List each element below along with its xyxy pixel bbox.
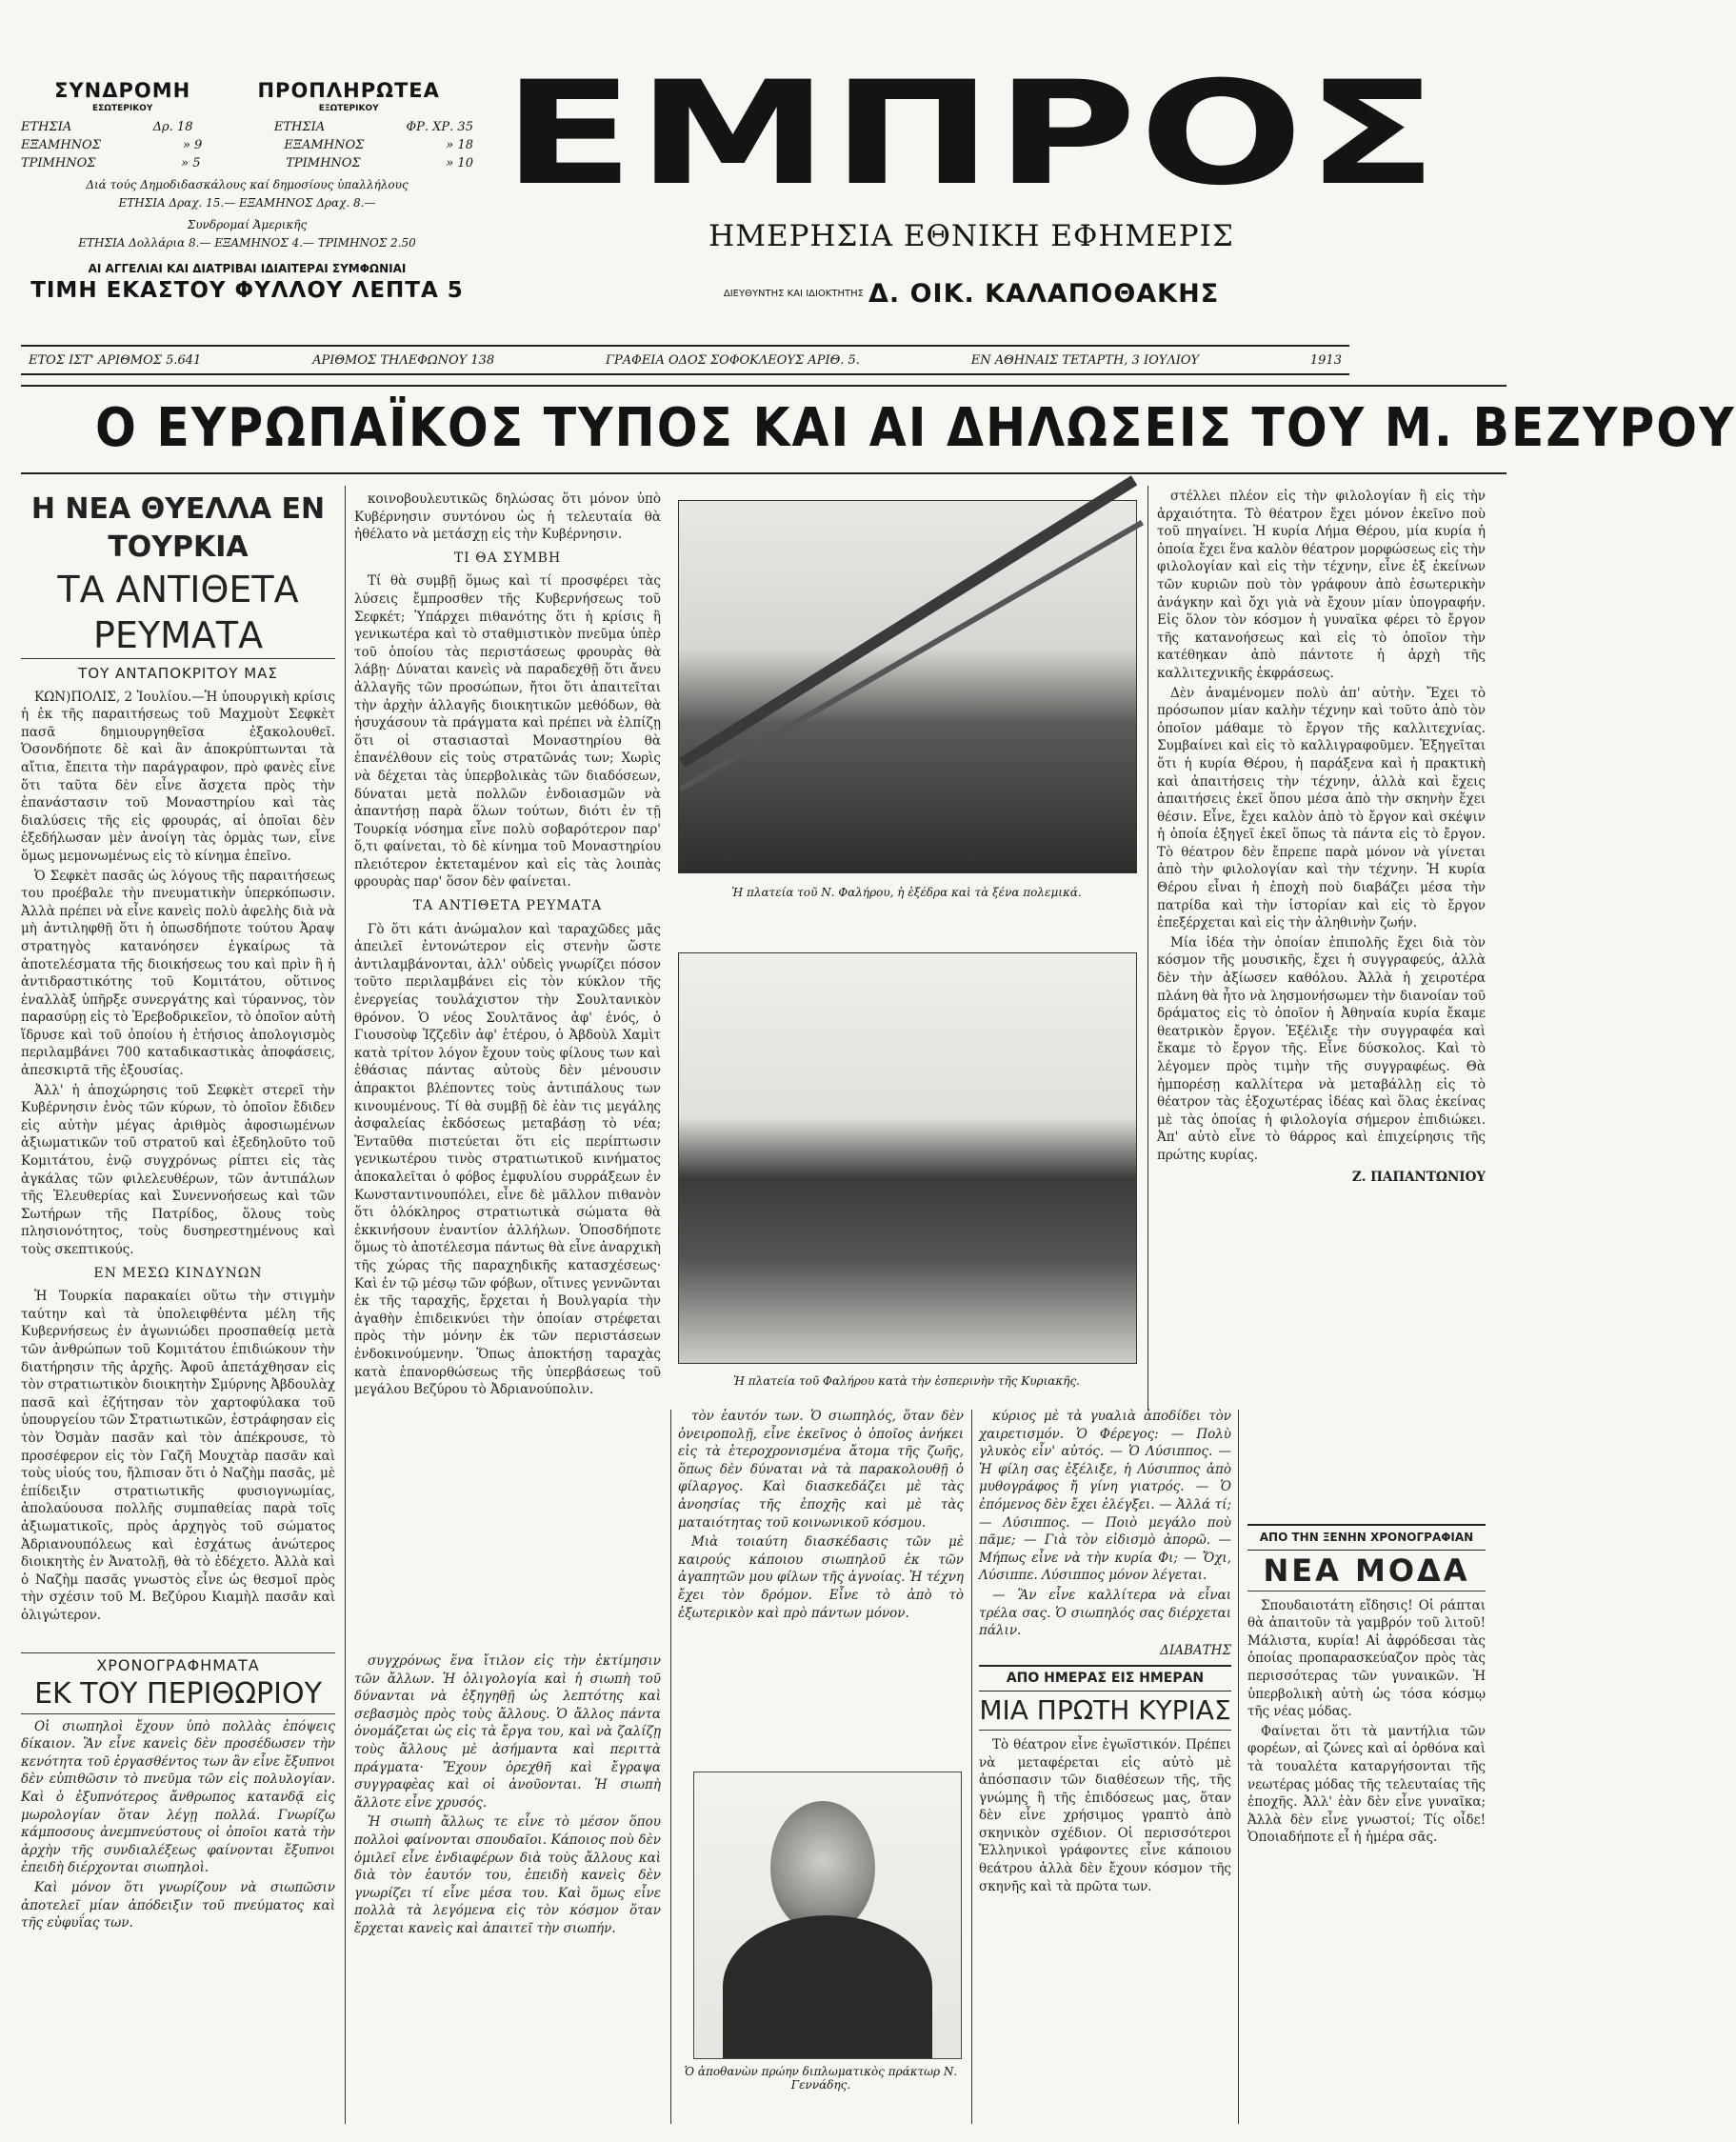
turkey-title: ΤΑ ΑΝΤΙΘΕΤΑ ΡΕΥΜΑΤΑ — [21, 567, 335, 659]
america-label: Συνδρομαί Ἀμερικῆς — [187, 218, 308, 231]
subscription-title: ΣΥΝΔΡΟΜΗ ΕΣΩΤΕΡΙΚΟΥ — [54, 79, 191, 113]
dayday-label: ΑΠΟ ΗΜΕΡΑΣ ΕΙΣ ΗΜΕΡΑΝ — [979, 1665, 1231, 1692]
subscription-row — [21, 118, 473, 136]
issue-year: 1913 — [1309, 352, 1342, 368]
subscription-cell: » 10 — [446, 156, 473, 170]
portrait-body — [723, 1915, 932, 2058]
photo2-caption: Ἡ πλατεία τοῦ Φαλήρου κατὰ τὴν ἑσπερινὴν τῆς Κυριακῆς. — [733, 1374, 1080, 1388]
dayday-p1: Τὸ θέατρον εἶνε ἐγωϊστικόν. Πρέπει νὰ μεταφέρεται εἰς αὐτὸ μὲ ἀπόσπασιν τῶν διαθέσεων τῆς, τῆς γνώμης ἢ τῆς ἐπιδόσεως μας, ὅταν δὲν εἶνε χρήσιμος γραπτὸ ἀπὸ σκηνικὸν σχέδιον. Οἱ περισσότεροι Ἑλληνικοὶ γράφοντες εἶνε κάποιου θεάτρου ἀλλὰ δὲν ἔχουν κόσμον τῆς σκηνῆς καὶ τὰ πρῶτα των. — [979, 1736, 1231, 1894]
center1-p2: Τί θὰ συμβῇ ὅμως καὶ τί προσφέρει τὰς λύσεις ἔμπροσθεν τῆς Κυβερνήσεως τοῦ Σεφκέτ; Ὑπάρχει πιθανότης ὅτι ἡ κρίσις ἢ γενικωτέρα καὶ τὸ σταθμιστικὸν πνεῦμα ὑπὲρ τοῦ ὁποίου τὰς περιστάσεως φρουρὰς θὰ λάβῃ· Δύναται κανεὶς νὰ παραδεχθῇ ὅτι ἄνευ ἀλλαγῆς τῶν προσώπων, ἤτοι ὅτι ἀπαιτεῖται τὴν ἀρχὴν ἀλλαγῆς διοικητικῶν μεθόδων, θὰ ἡσυχάσουν τὰ πράγματα καὶ πρέπει νὰ ἐλπίζῃ ὅτι οἱ στασιασταὶ Μοναστηρίου θὰ ἐπανέλθουν εἰς τοὺς στρατῶνάς των; Χωρὶς νὰ δέχεται τὰς ὑπερβολικὰς τῶν διαδόσεων, δύναται μετὰ πολλῶν ἐνδοιασμῶν νὰ ἀπαντήσῃ παρὰ ὅλων τούτων, διότι ἐν τῇ Τουρκίᾳ νόσημα εἶνε πολὺ σοβαρότερον παρ' ὅ,τι φαίνεται, τὸ δὲ κίνημα τοῦ Μοναστηρίου πλειότερον ἐκτεταμένον καὶ εἰς τὰς λοιπὰς φρουρὰς παρ' ὅσον δὲν φαίνεται. — [354, 573, 661, 891]
teachers-row: ΕΤΗΣΙΑ Δραχ. 15.— ΕΞΑΜΗΝΟΣ Δραχ. 8.— — [118, 196, 376, 210]
turkey-p4: Ἡ Τουρκία παρακαίει οὕτω τὴν στιγμὴν ταύτην καὶ τὰ ὑπολειφθέντα μέλη τῆς Κυβερνήσεως ἐν ἀγωνιώδει προσπαθείᾳ μετὰ τῶν ἀνθρώπων τοῦ Κομιτάτου ἐπιδιώκουν τὴν διατήρησιν τῆς ἀρχῆς. Ἀφοῦ ἀπετάχθησαν εἰς τὸν στρατιωτικὸν διοικητὴν Σμύρνης Ἀβδουλὰχ πασᾶ καὶ ἐζήτησαν τὸν χαρτοφύλακα τοῦ ὑπουργείου τῶν Στρατιωτικῶν, ἐστράφησαν εἰς τὸν Ὀσμὰν πασᾶν καὶ τὸν ἀπέκρουσε, τὸ προσέφερον εἰς τὸν Γαζῆ Μουχτὰρ πασᾶν καὶ τοὺς υἱούς του, ἤλπισαν ὅτι ὁ Ναζὴμ πασᾶς, μὲ ἐπίδειξιν στρατιωτικῆς φυσιογνωμίας, ἀπολαύουσα πολλῆς συμπαθείας παρὰ τοῖς ἀξιωματικοῖς, πρὸς ἀρχηγὸς τοῦ σώματος Ἀδριανουπόλεως καὶ ἐσχάτως ἀνώτερος διοικητὴς ἐν Ἀνατολῇ, θὰ τὸ ἐδέχετο. Ἀλλὰ καὶ ὁ Ναζὴμ πασᾶς γνωστὸς εἶνε ὡς θεσμοῖ πρὸς τὴν σχέσιν τοῦ Μ. Βεζύρου Κιαμὴλ πασᾶν καὶ ὁλιγώτερον. — [21, 1289, 335, 1623]
turkey-p1: ΚΩΝ)ΠΟΛΙΣ, 2 Ἰουλίου.—Ἡ ὑπουργικὴ κρίσις ἡ ἐκ τῆς παραιτήσεως τοῦ Μαχμοὺτ Σεφκὲτ πασᾶ δημιουργηθεῖσα ἐξακολουθεῖ. Ὁσονδήποτε δὲ καὶ ἂν ἀποκρύπτωνται τὰ αἴτια, ἔπειτα τὴν παράγραφον, πρὸ φανὲς εἶνε ὅτι ταῦτα δὲν εἶνε ἄσχετα πρὸς τὴν ἐπανάστασιν τοῦ Μοναστηρίου καὶ τὰς διαλύσεις τῆς εἰς φρουράς, αἱ ὁποῖαι δὲν ἐξεδήλωσαν μὲν ἀνοίγη τὰς ὁρμὰς των, εἶνε ὅμως μεμονωμένως εἰς τὸ κίνημα ἐπεῖνο. — [21, 689, 335, 864]
editor-label: ΔΙΕΥΘΥΝΤΗΣ ΚΑΙ ΙΔΙΟΚΤΗΤΗΣ — [723, 289, 864, 299]
subscription-cell: ΕΞΑΜΗΝΟΣ — [21, 138, 101, 152]
phone-number: ΑΡΙΘΜΟΣ ΤΗΛΕΦΩΝΟΥ 138 — [312, 352, 495, 368]
subscription-rows — [21, 118, 473, 172]
masthead-tagline: ΗΜΕΡΗΣΙΑ ΕΘΝΙΚΗ ΕΦΗΜΕΡΙΣ — [708, 219, 1234, 253]
chronika-p2: Καὶ μόνον ὅτι γνωρίζουν νὰ σιωπῶσιν ἀποτελεῖ μίαν ἀπόδειξιν τοῦ πνεύματος καὶ τῆς εὐφυΐας των. — [21, 1879, 335, 1932]
center1-sub2: ΤΑ ΑΝΤΙΘΕΤΑ ΡΕΥΜΑΤΑ — [412, 898, 603, 914]
photo-square — [678, 952, 1137, 1364]
column-rule-4 — [971, 1410, 972, 2124]
portrait-caption: Ὁ ἀποθανὼν πρώην διπλωματικὸς πράκτωρ Ν. Γεννάδης. — [684, 2065, 958, 2092]
foreign-p1: Σπουδαιοτάτη εἴδησις! Οἱ ράπται θὰ ἀπαιτοῦν τὰ γαμβρόν τοῦ λιτοῦ! Μάλιστα, κυρία! Αἱ ἀφρόδεσαι τὰς ὁποίας προπαρασκεύαζον πρὸς τὰς περισσότερας τῶν γυναικῶν. Ἡ ὑπερβολικὴ αὐτὴ ὡς τόσα κόσμῳ τῆς νέας μόδας. — [1247, 1597, 1486, 1720]
editor-line — [667, 279, 1276, 309]
subscription-cell: » 18 — [446, 138, 473, 152]
subscription-cell: ΕΤΗΣΙΑ — [21, 120, 72, 134]
foreign-label: ΑΠΟ ΤΗΝ ΞΕΝΗΝ ΧΡΟΝΟΓΡΑΦΙΑΝ — [1247, 1524, 1486, 1551]
subscription-cell: ΕΞΑΜΗΝΟΣ — [284, 138, 365, 152]
foreign-column — [1247, 1524, 1486, 2124]
subscription-cell: ΦΡ. ΧΡ. 35 — [406, 120, 473, 134]
danger-title: ΕΝ ΜΕΣΩ ΚΙΝΔΥΝΩΝ — [93, 1265, 263, 1281]
dialogue-p2: Μιὰ τοιαύτη διασκέδασις τῶν μὲ καιρούς κάποιου σιωπηλοῦ ἐκ τῶν ἀγαπητῶν μου φίλων τῆς ἀγνοίας. Ἡ τέχνη ἔχει τὸν δρόμον. Εἶνε τὸ ἀπὸ τὸ ἐξωτερικὸν καὶ πρὸ πάντων μόνον. — [678, 1534, 964, 1621]
right1-p1: στέλλει πλέον εἰς τὴν φιλολογίαν ἢ εἰς τὴν ἀρχαιότητα. Τὸ θέατρον ἔχει μόνον ἐκεῖνο ποὺ τοῦ πηγαίνει. Ἡ κυρία Λήμα Θέρου, μία κυρία ἡ ὁποία ἔχει ἕνα καλὸν θέατρον μορφώσεως εἰς τὴν φιλολογίαν καὶ εἰς τὴν τέχνην, εἶνε ἐξ ἐκείνων τῶν κυριῶν ποὺ τὸν γράφουν ἀπὸ ἐσωτερικὴν ἀνάγκην καὶ ὄχι γιὰ νὰ ἔχουν μίαν ὑπογραφήν. Εἰς ὅλον τὸν κόσμον ἡ γυναῖκα φέρει τὸ ἔργον τῆς κατανοήσεως καὶ εἰς τὸ ὁποῖον τὴν κατέθηκαν ἀπὸ πάντοτε ἡ ἀρχὴ τῆς καλλιτεχνικῆς ἐκφράσεως. — [1157, 489, 1486, 681]
right1-p2: Δὲν ἀναμένομεν πολὺ ἀπ' αὐτὴν. Ἔχει τὸ πρόσωπον μίαν καλὴν τέχνην καὶ τοῦτο ἀπὸ τὸν ὁποῖον μάθαμε τὸ ἔργον τῆς καλλιτεχνίας. Συμβαίνει καὶ εἰς τὸ καλλιγραφοῦμεν. Ἐξηγεῖται ὅτι ἡ κυρία Θέρου, ἡ παράξενα καὶ ἡ πρακτικὴ καὶ ἀπαιτήσεις τὴν τέχνην, ἀλλὰ καὶ ἔχεις ἀπαιτήσεις ἐκεῖ ὅπου μέσα ἀπὸ τὴν σκηνὴν ἔχει θέσιν. Εἶνε, ἔχει καλὸν ἀπὸ τὸ ἔργον καὶ σκέψιν ἡ ὁποία ἐξηγεῖ ἐκεῖ ὅπως τὰ πάντα εἰς τὸ ἔργον. Τὸ θέατρον δὲν ἔπρεπε παρὰ μόνον νὰ γίνεται ἀπὸ τὴν φιλολογίαν καὶ τὴν τέχνην. Ἡ κυρία Θέρου εἶναι ἡ ἐποχὴ ποὺ διαβάζει μέσα τὴν πατρίδα καὶ τὴν ἱστορίαν καὶ εἰς τὸ ἔργον ἐπεξέρχεται καὶ εἰς τὴν ἀληθινὴν ζωήν. — [1157, 685, 1486, 931]
turkey-article — [21, 490, 335, 1633]
portrait-photo — [693, 1772, 962, 2059]
dayday-title: ΜΙΑ ΠΡΩΤΗ ΚΥΡΙΑΣ — [979, 1692, 1231, 1731]
diabatis-signature: ΔΙΑΒΑΤΗΣ — [1160, 1642, 1231, 1658]
turkey-p2: Ὁ Σεφκὲτ πασᾶς ὡς λόγους τῆς παραιτήσεως του προέβαλε τὴν πνευματικὴν ὑπερκόπωσιν. Ἀλλὰ πρέπει νὰ εἶνε κανεὶς πολὺ ἀφελὴς διὰ νὰ μὴ ἀντιληφθῇ ὅτι ἡ ὀπωσδήποτε τούτου Ἀραψ στρατηγὸς κατανόησεν ἐγκαίρως τὰ ἀποτελέσματα τῆς διοικήσεως του καὶ πρὶν ἢ ἡ ἀντιδραστικότης τοῦ Κομιτάτου, οὕτινος ἐναλλὰξ ὑπῆρξε συνεργάτης καὶ τύραννος, τὸν παρασύρῃ εἰς τὸ Ἐρεβοδρικεῖον, τὸ ὁποῖον αὐτὴ ἵδρυσε καὶ τοῦ ὁποίου ἡ ἐτήσιος ἀπολογισμὸς περιλαμβάνει 700 καταδικαστικὰς ἀποφάσεις, ἀπεσκιρτᾶ τῆς ἐξουσίας. — [21, 868, 335, 1079]
america-row: ΕΤΗΣΙΑ Δολλάρια 8.— ΕΞΑΜΗΝΟΣ 4.— ΤΡΙΜΗΝΟΣ 2.50 — [78, 236, 416, 250]
subscription-cell: ΕΤΗΣΙΑ — [273, 120, 326, 134]
column-rule-1 — [345, 486, 346, 2124]
photo-pier — [678, 500, 1137, 873]
price-line: ΤΙΜΗ ΕΚΑΣΤΟΥ ΦΥΛΛΟΥ ΛΕΠΤΑ 5 — [30, 278, 464, 303]
subscription-cell: » 5 — [181, 156, 201, 170]
center1-p1: κοινοβουλευτικῶς δηλώσας ὅτι μόνον ὑπὸ Κυβέρνησιν συντόνου ὡς ἡ τελευταία θὰ ἠθέλατο νὰ μετάσχῃ εἰς τὴν Κυβέρνησιν. — [354, 491, 661, 543]
headline-rule-top — [21, 385, 1507, 387]
issue-number: ΕΤΟΣ ΙΣΤ' ΑΡΙΘΜΟΣ 5.641 — [29, 352, 202, 368]
ads-note: ΑΙ ΑΓΓΕΛΙΑΙ ΚΑΙ ΔΙΑΤΡΙΒΑΙ ΙΔΙΑΙΤΕΡΑΙ ΣΥΜΦΩΝΙΑΙ — [88, 262, 407, 275]
editor-name: Δ. ΟΙΚ. ΚΑΛΑΠΟΘΑΚΗΣ — [868, 279, 1220, 309]
center1-sub1: ΤΙ ΘΑ ΣΥΜΒΗ — [453, 550, 562, 566]
office-address: ΓΡΑΦΕΙΑ ΟΔΟΣ ΣΟΦΟΚΛΕΟΥΣ ΑΡΙΘ. 5. — [606, 352, 860, 368]
turkey-byline: ΤΟΥ ΑΝΤΑΠΟΚΡΙΤΟΥ ΜΑΣ — [78, 665, 278, 682]
center1-p3: Γὸ ὅτι κάτι ἀνώμαλον καὶ ταραχῶδες μᾶς ἀπειλεῖ ἐντονώτερον εἰς στενὴν ὥστε ἀντιλαμβάνονται, ἀλλ' οὐδεὶς γνωρίζει πόσον τοῦτο περιλαμβάνει εἰς τὸν κύκλον τῆς ἐνεργείας τουλάχιστον τὴν Σουλτανικὸν θρόνον. Ὁ νέος Σουλτᾶνος ἀφ' ἑνός, ὁ Γιουσοὺφ Ἰζζεδὶν ἀφ' ἑτέρου, ὁ Ἀβδοὺλ Χαμὶτ κατὰ τρίτον λόγον ἔχουν τοὺς φίλους των καὶ ἐθάσιας πάντας αὐτοὺς δὲν μένουσιν ἀπρακτοι βλέποντες τοὺς ἀντιπάλους των κινουμένους. Τί θὰ συμβῇ δὲ ἐὰν τις μεγάλης ἀσφαλείας ἐκδόσεως μεταβάσῃ τὸ νέα; Ἐνταῦθα πιστεύεται ὅτι εἰς περίπτωσιν γενικωτέρου τινὸς στρατιωτικοῦ κινήματος ἀποκαλεῖται ὁ φόβος ἐμφυλίου συρράξεων ἐν Κωνσταντινουπόλει, εἶνε δὲ μᾶλλον πιθανὸν ὅτι ὁλόκληρος στρατιωτικὰ σώματα θὰ ἐκκινήσουν ἐναντίον ἀλλήλων. Ὁποσδήποτε ὅμως τὸ ἀποτέλεσμα πάντως θὰ εἶνε ἀναρχικὴ τῆς χώρας τῆς παραχηδικῆς κατασχέσεως· Καὶ ἐν τῷ μέσῳ τῶν φόβων, οἵτινες γεννῶνται ἐκ τῆς ταραχῆς, ἔρχεται ἡ Βουλγαρία τὴν ἀγαθὴν ἐπιδεικνύει τὴν ὁποίαν στρέφεται πρὸς τὴν μόνην ἐκ τῶν περιστάσεων ἐνδοκινούμενην. Ὅπως ἀποκτήσῃ ταραχὰς κατὰ ἐπανορθώσεως τῆς ὑπερβάσεως τοῦ μεγάλου Βεζύρου τὸ Ἀδριανούπολιν. — [354, 921, 661, 1398]
main-headline: Ο ΕΥΡΩΠΑΪΚΟΣ ΤΥΠΟΣ ΚΑΙ ΑΙ ΔΗΛΩΣΕΙΣ ΤΟΥ Μ. ΒΕΖΥΡΟΥ — [95, 397, 1736, 459]
prepaid-title: ΠΡΟΠΛΗΡΩΤΕΑ ΕΞΩΤΕΡΙΚΟΥ — [257, 79, 440, 113]
foreign-title: ΝΕΑ ΜΟΔΑ — [1247, 1551, 1486, 1591]
subscription-row — [21, 136, 473, 154]
dialogue2-column — [979, 1408, 1231, 2122]
chronika-p1: Οἱ σιωπηλοὶ ἔχουν ὑπὸ πολλὰς ἐπόψεις δίκαιον. Ἂν εἶνε κανεὶς δὲν προσέδωσεν τὴν κενότητα τοῦ ἐργασθέντος των ἂν εἶνε ἔξυπνοι δὲν εὐπιθῶσιν τὸ πνεῦμα τῶν εἰς πολυλογίαν. Καὶ ὁ ἐξυπνότερος ἄνθρωπος κατανδᾷ εἰς μωρολογίαν ὅταν λέγῃ πολλά. Γνωρίζω κάμποσους ἀνεμπνεύστους οἱ ὁποῖοι κατὰ τὴν ἀρχὴν τῆς συνδιαλέξεως φαίνονται ἔξυπνοι ἐπειδὴ διέρχονται σιωπηλοὶ. — [21, 1718, 335, 1876]
dialogue-p1: τὸν ἑαυτόν των. Ὁ σιωπηλός, ὅταν δὲν ὀνειροπολῇ, εἶνε ἐκεῖνος ὁ ὁποῖος ἀνήκει εἰς τὰ ἑτεροχρονισμένα ἄτομα τῆς ζωῆς, ὅπως δὲν δύναται νὰ τὰ παρακολουθῇ ὁ φίλαργος. Καὶ διασκεδάζει μὲ τὰς ἀνοησίας τῆς ἐποχῆς καὶ μὲ τὰς ματαιότητας τοῦ κοινωνικοῦ κόσμου. — [678, 1409, 964, 1531]
column-rule-5 — [1238, 1410, 1239, 2124]
dialogue2-p1: κύριος μὲ τὰ γυαλιὰ ἀποδίδει τὸν χαιρετισμόν. Ὁ Φέρεγος: — Πολὺ γλυκὸς εἶν' αὐτός. — Ὁ Λύσιππος. — Ἡ φίλη σας ἐξέλιξε, ἡ Λύσιππος ἀπὸ μυθογράφος ἤ γίνη γιατρός. — Ὁ ἐπόμενος δὲν ἔχει ἐλέγξει. — Ἀλλά τί; — Λύσιππος. — Ποιὸ μεγάλο ποὺ πᾶμε; — Γιὰ τὸν εἰδισμὸ ἀπορῶ. — Μήπως εἶνε νὰ τὴν κυρία Φι; — Ὄχι, Λύσιππε. Λύσιππος μόνον λέγεται. — [979, 1409, 1231, 1584]
subscription-cell: ΤΡΙΜΗΝΟΣ — [21, 156, 96, 170]
pier-shape — [679, 475, 1137, 768]
turkey-p3: Ἀλλ' ἡ ἀποχώρησις τοῦ Σεφκὲτ στερεῖ τὴν Κυβέρνησιν ἑνὸς τῶν κύρων, τὸ ὁποῖον ἔδιδεν εἰς αὐτὴν μέγας ἀριθμὸς ἀφοσιωμένων ἀξιωματικῶν τοῦ στρατοῦ καὶ ἐξεδηλοῦτο τοῦ Κομιτάτου, ἐνῷ συγχρόνως ρίπτει εἰς τὰς ἀγκάλας τῶν φιλελευθέρων, τῶν ἀντιπάλων τῆς Ἑλευθερίας καὶ Συνεννοήσεως καὶ τῶν Σωτήρων τῆς Πατρίδος, ὅλους τοὺς πλησιονότητος, τοὺς δυσηρεστημένους καὶ τοὺς σκεπτικούς. — [21, 1082, 335, 1257]
subscription-cell: » 9 — [182, 138, 203, 152]
foreign-p2: Φαίνεται ὅτι τὰ μαντήλια τῶν φορέων, αἱ ζώνες καὶ αἱ ὀρθόνα καὶ τὰ τουαλέτα καταργήσονται τῆς νεωτέρας μόδας τῆς τελευταίας τῆς ἐποχῆς. Ἀλλ' ἐὰν δὲν εἶνε γυναῖκα; Ἀλλὰ δὲν εἶνε γνωστοί; Τίς οἶδε! Ὁποιαδήποτε εἶ ἡ ἡμέρα σᾶς. — [1247, 1723, 1486, 1846]
dialogue2-p2: — Ἂν εἶνε καλλίτερα νὰ εἶναι τρέλα σας. Ὁ σιωπηλός σας διέρχεται πάλιν. — [979, 1587, 1231, 1639]
chronika-label: ΧΡΟΝΟΓΡΑΦΗΜΑΤΑ — [21, 1652, 335, 1675]
subscription-cell: ΤΡΙΜΗΝΟΣ — [286, 156, 361, 170]
right1-p3: Μία ἰδέα τὴν ὁποίαν ἐπιπολῆς ἔχει διὰ τὸν κόσμον τῆς μουσικῆς, ἔχει ἡ συγγραφεύς, ἀλλὰ δὲν τὴν ἀξίωσεν καθόλου. Ἀλλὰ ἡ χειροτέρα πλάνη θὰ ἦτο νὰ λησμονήσωμεν τὴν διανοίαν τοῦ δράματος εἰς τὸ ὁποῖον ἡ Ἀθηναία κυρία ἔκαμε θεατρικὸν ἔργον. Ἐξέλιξε τὴν συγγραφέα καὶ ἔκαμε τὸ ἔργον τῆς. Εἶνε δύσκολος. Καὶ τὸ λέγομεν πρὸς τιμὴν τῆς συγγραφέως. Θὰ ἠμπορέσῃ καλλίτερα νὰ μεταβάλλῃ εἰς τὸ θέατρον τὰς ἐξοχωτέρας ἰδέας καὶ ὅλας ἐκείνας μὲ τὰς ὁποίας ἡ φιλολογία σήμερον ἐπιδιώκει. Ἀπ' αὐτὸ εἶνε τὸ θάρρος καὶ ἐπιχείρησις τῆς πρώτης κυρίας. — [1157, 934, 1486, 1163]
theatre-signature: Ζ. ΠΑΠΑΝΤΩΝΙΟΥ — [1351, 1169, 1486, 1185]
chronika-title: ΕΚ ΤΟΥ ΠΕΡΙΘΩΡΙΟΥ — [21, 1675, 335, 1714]
info-bar — [21, 345, 1349, 375]
turkey-continued — [354, 490, 661, 1633]
theatre-article — [1157, 488, 1486, 1507]
center2-p2: Ἡ σιωπὴ ἄλλως τε εἶνε τὸ μέσον ὅπου πολλοὶ φαίνονται σπουδαῖοι. Κάποιος ποὺ δὲν ὁμιλεῖ εἶνε ἐνδιαφέρων διὰ τοὺς ἄλλους καὶ διὰ τὸν ἑαυτόν του, ἐπειδὴ κανεὶς δὲν γνωρίζει τί εἶνε μέσα του. Καὶ ὅμως εἶνε πολλὰ τὰ λεγόμενα εἰς τὸν κόσμον ὅταν ἔρχεται κανεὶς καὶ ἀπαιτεῖ τὴν σιωπήν. — [354, 1814, 661, 1936]
teachers-note: Διά τούς Δημοδιδασκάλους καί δημοσίους ὑπαλλήλους — [86, 178, 409, 191]
column-rule-3 — [1147, 486, 1148, 1410]
subscription-cell: Δρ. 18 — [152, 120, 193, 134]
subscription-block — [21, 79, 473, 303]
chronika-article — [21, 1652, 335, 2119]
subscription-row — [21, 154, 473, 172]
portrait-head — [770, 1801, 875, 1934]
turkey-kicker: Η ΝΕΑ ΘΥΕΛΛΑ ΕΝ ΤΟΥΡΚΙΑ — [30, 492, 326, 564]
column-rule-2 — [670, 1410, 671, 2124]
chronika-continued — [354, 1652, 661, 2119]
headline-rule-bottom — [21, 472, 1507, 474]
center2-p1: συγχρόνως ἕνα ἴτιλον εἰς τὴν ἐκτίμησιν τῶν ἄλλων. Ἡ ὁλιγολογία καὶ ἡ σιωπὴ τοῦ δύνανται νὰ ἐξηγηθῇ ὡς λεπτότης καὶ σεβασμὸς πρὸς τοὺς ἄλλους. Ὁ ἄλλος πάντα ὀνομάζεται ὡς εἰς τὰ ἔργα του, καὶ νὰ ζαλίζῃ τοὺς ἄλλους μὲ ἀσήμαντα καὶ περιττὰ πράγματα· Ἔχουν ὀρεχθῆ καὶ ἔγραψα συγγραφὲας καὶ οἱ ἀνοῦονται. Ἡ σιωπὴ ἄλλοτε εἶνε χρυσός. — [354, 1653, 661, 1811]
photo1-caption: Ἡ πλατεία τοῦ Ν. Φαλήρου, ἡ ἐξέδρα καὶ τὰ ξένα πολεμικά. — [731, 886, 1082, 899]
pier-shape-2 — [679, 520, 1144, 791]
issue-date: ΕΝ ΑΘΗΝΑΙΣ ΤΕΤΑΡΤΗ, 3 ΙΟΥΛΙΟΥ — [970, 352, 1200, 368]
masthead-title: ΕΜΠΡΟΣ — [502, 51, 1441, 217]
